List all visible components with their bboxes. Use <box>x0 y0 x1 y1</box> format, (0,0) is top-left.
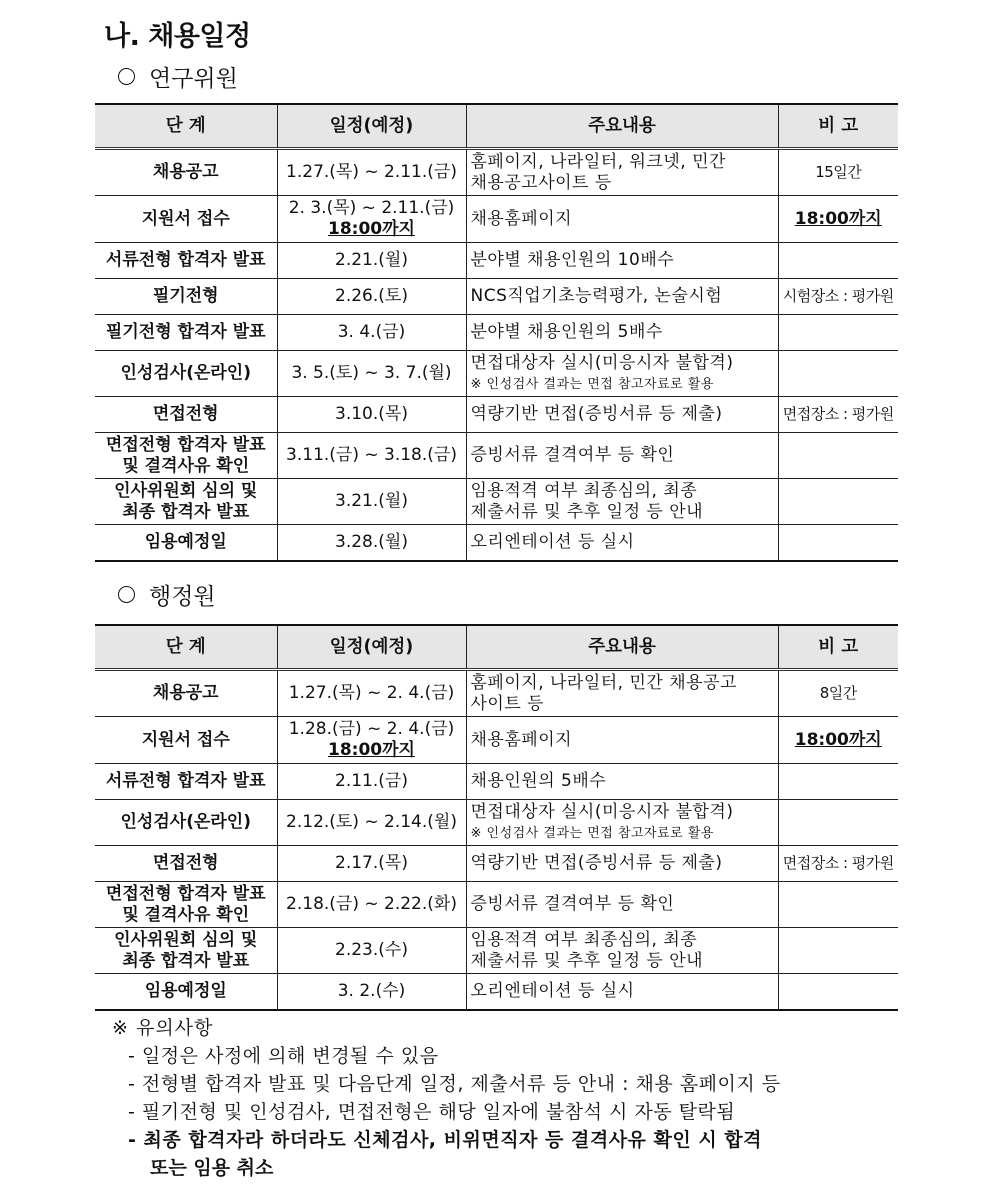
content-cell <box>466 670 778 717</box>
content-cell <box>466 351 778 397</box>
content-text: 증빙서류 결격여부 등 확인 <box>470 894 675 914</box>
content-cell <box>466 149 778 196</box>
column-header-note: 비 고 <box>778 104 898 149</box>
note-text: 8일간 <box>819 684 857 702</box>
table-row <box>95 717 898 764</box>
date-cell <box>277 928 466 974</box>
table-row <box>95 397 898 433</box>
table-row <box>95 882 898 928</box>
table-row <box>95 764 898 800</box>
stage-cell <box>95 351 277 397</box>
stage-cell <box>95 882 277 928</box>
date-cell <box>277 670 466 717</box>
content-remark: ※ 인성검사 결과는 면접 참고자료로 활용 <box>470 376 714 392</box>
column-header-note: 비 고 <box>778 625 898 670</box>
schedule-table-researcher <box>95 103 898 562</box>
date-text: 3.10.(목) <box>335 404 408 424</box>
stage-text: 인성검사(온라인) <box>120 363 251 383</box>
date-text: 2.26.(토) <box>335 286 408 306</box>
stage-text: 및 결격사유 확인 <box>122 904 250 925</box>
deadline-underlined: 18:00까지 <box>328 219 415 239</box>
notes-section <box>112 1014 902 1182</box>
content-text: 분야별 채용인원의 10배수 <box>470 250 675 270</box>
date-cell <box>277 243 466 279</box>
note-cell <box>778 315 898 351</box>
stage-cell <box>95 525 277 561</box>
stage-cell <box>95 149 277 196</box>
date-text: 3. 5.(토) ~ 3. 7.(월) <box>291 363 452 383</box>
notes-continuation: 또는 임용 취소 <box>150 1157 274 1179</box>
date-text: 2.17.(목) <box>335 853 408 873</box>
stage-cell <box>95 315 277 351</box>
notes-list <box>112 1042 902 1154</box>
note-text: 18:00까지 <box>794 729 882 750</box>
section-heading-researcher <box>118 60 238 93</box>
content-text: 채용인원의 5배수 <box>470 771 607 791</box>
stage-text: 임용예정일 <box>144 980 227 1001</box>
content-text: 채용홈페이지 <box>470 208 573 229</box>
note-cell <box>778 279 898 315</box>
date-text: 2.12.(토) ~ 2.14.(월) <box>286 812 457 832</box>
content-cell <box>466 243 778 279</box>
content-text: 임용적격 여부 최종심의, 최종 <box>470 929 698 950</box>
content-cell <box>466 846 778 882</box>
content-text: 면접대상자 실시(미응시자 불합격) <box>470 352 734 373</box>
stage-text: 면접전형 <box>152 404 219 424</box>
note-cell <box>778 479 898 525</box>
stage-cell <box>95 243 277 279</box>
date-text: 2.18.(금) ~ 2.22.(화) <box>286 894 457 914</box>
date-text: 3. 2.(수) <box>337 980 406 1001</box>
note-cell <box>778 351 898 397</box>
column-header-stage: 단 계 <box>95 104 277 149</box>
date-text: 1.27.(목) ~ 2. 4.(금) <box>288 683 455 703</box>
note-text: 면접장소 : 평가원 <box>782 405 894 423</box>
content-text: 역량기반 면접(증빙서류 등 제출) <box>470 404 723 424</box>
note-text: 면접장소 : 평가원 <box>782 854 894 872</box>
section-heading-text: 행정원 <box>149 584 216 610</box>
note-text: 18:00까지 <box>794 208 882 229</box>
table-row <box>95 149 898 196</box>
content-cell <box>466 800 778 846</box>
column-header-date: 일정(예정) <box>277 104 466 149</box>
content-text: 분야별 채용인원의 5배수 <box>470 322 663 342</box>
deadline-underlined: 18:00까지 <box>328 740 415 760</box>
column-header-date: 일정(예정) <box>277 625 466 670</box>
stage-cell <box>95 279 277 315</box>
content-cell <box>466 928 778 974</box>
content-cell <box>466 974 778 1010</box>
content-cell <box>466 279 778 315</box>
content-text: 오리엔테이션 등 실시 <box>470 531 635 552</box>
date-text: 1.27.(목) ~ 2.11.(금) <box>286 162 457 182</box>
date-cell <box>277 315 466 351</box>
date-cell <box>277 397 466 433</box>
stage-cell <box>95 974 277 1010</box>
stage-text: 인성검사(온라인) <box>120 812 251 832</box>
note-cell <box>778 846 898 882</box>
stage-text: 인사위원회 심의 및 <box>114 480 258 501</box>
stage-cell <box>95 670 277 717</box>
deadline-text <box>282 219 462 240</box>
stage-text: 지원서 접수 <box>141 208 230 229</box>
table-row <box>95 670 898 717</box>
page-title: 나. 채용일정 <box>104 21 251 52</box>
column-header-content: 주요내용 <box>466 625 778 670</box>
note-cell <box>778 670 898 717</box>
note-cell <box>778 974 898 1010</box>
table-row <box>95 846 898 882</box>
content-text: 사이트 등 <box>470 693 545 714</box>
content-cell <box>466 479 778 525</box>
content-cell <box>466 717 778 764</box>
note-cell <box>778 800 898 846</box>
date-text: 1.28.(금) ~ 2. 4.(금) <box>288 719 455 739</box>
circle-bullet-icon <box>118 586 135 603</box>
content-text: NCS직업기초능력평가, 논술시험 <box>470 286 723 306</box>
table-row <box>95 800 898 846</box>
stage-text: 최종 합격자 발표 <box>122 501 250 522</box>
stage-cell <box>95 397 277 433</box>
note-cell <box>778 764 898 800</box>
note-cell <box>778 882 898 928</box>
table-row <box>95 928 898 974</box>
date-text: 3.21.(월) <box>335 491 408 511</box>
schedule-table-admin <box>95 624 898 1011</box>
table-row <box>95 279 898 315</box>
note-cell <box>778 196 898 243</box>
section-heading-text: 연구위원 <box>149 66 238 92</box>
content-text: 오리엔테이션 등 실시 <box>470 980 635 1001</box>
notes-item: - 일정은 사정에 의해 변경될 수 있음 <box>128 1045 439 1067</box>
note-cell <box>778 525 898 561</box>
date-text: 2.23.(수) <box>335 940 408 960</box>
date-cell <box>277 846 466 882</box>
stage-text: 면접전형 합격자 발표 <box>105 883 266 904</box>
date-text: 2. 3.(목) ~ 2.11.(금) <box>288 198 455 218</box>
content-text: 홈페이지, 나라일터, 민간 채용공고 <box>470 672 737 693</box>
table-row <box>95 525 898 561</box>
date-cell <box>277 800 466 846</box>
stage-text: 임용예정일 <box>144 531 227 552</box>
circle-bullet-icon <box>118 68 135 85</box>
stage-text: 면접전형 합격자 발표 <box>105 434 266 455</box>
stage-text: 채용공고 <box>152 683 219 703</box>
date-cell <box>277 479 466 525</box>
notes-item: - 최종 합격자라 하더라도 신체검사, 비위면직자 등 결격사유 확인 시 합격 <box>128 1129 763 1151</box>
stage-cell <box>95 196 277 243</box>
stage-text: 인사위원회 심의 및 <box>114 929 258 950</box>
date-cell <box>277 433 466 479</box>
content-cell <box>466 397 778 433</box>
notes-item: - 필기전형 및 인성검사, 면접전형은 해당 일자에 불참석 시 자동 탈락됨 <box>128 1101 736 1123</box>
note-cell <box>778 149 898 196</box>
stage-cell <box>95 800 277 846</box>
stage-cell <box>95 479 277 525</box>
date-text: 2.21.(월) <box>335 250 408 270</box>
note-text: 15일간 <box>815 163 862 181</box>
date-cell <box>277 196 466 243</box>
content-text: 홈페이지, 나라일터, 워크넷, 민간 <box>470 151 726 172</box>
stage-cell <box>95 433 277 479</box>
stage-cell <box>95 928 277 974</box>
content-cell <box>466 882 778 928</box>
date-text: 3.11.(금) ~ 3.18.(금) <box>286 445 457 465</box>
column-header-stage: 단 계 <box>95 625 277 670</box>
date-cell <box>277 974 466 1010</box>
note-text: 시험장소 : 평가원 <box>782 287 894 305</box>
stage-text: 및 결격사유 확인 <box>122 455 250 476</box>
table-row <box>95 315 898 351</box>
stage-text: 서류전형 합격자 발표 <box>105 771 266 791</box>
section-heading-admin <box>118 578 216 611</box>
note-cell <box>778 433 898 479</box>
content-text: 제출서류 및 추후 일정 등 안내 <box>470 950 704 971</box>
content-text: 임용적격 여부 최종심의, 최종 <box>470 480 698 501</box>
table-row <box>95 243 898 279</box>
stage-cell <box>95 846 277 882</box>
table-row <box>95 479 898 525</box>
content-text: 면접대상자 실시(미응시자 불합격) <box>470 801 734 822</box>
table-row <box>95 433 898 479</box>
date-cell <box>277 717 466 764</box>
note-cell <box>778 928 898 974</box>
stage-text: 필기전형 <box>152 286 219 306</box>
stage-text: 서류전형 합격자 발표 <box>105 250 266 270</box>
date-cell <box>277 764 466 800</box>
deadline-text <box>282 740 462 761</box>
note-cell <box>778 717 898 764</box>
content-cell <box>466 315 778 351</box>
table-header-row <box>95 104 898 149</box>
stage-text: 필기전형 합격자 발표 <box>105 322 266 342</box>
date-text: 3. 4.(금) <box>337 322 406 342</box>
content-text: 역량기반 면접(증빙서류 등 제출) <box>470 853 723 873</box>
date-cell <box>277 149 466 196</box>
date-cell <box>277 525 466 561</box>
table-header-row <box>95 625 898 670</box>
date-text: 3.28.(월) <box>335 531 408 552</box>
content-cell <box>466 764 778 800</box>
table-body <box>95 670 898 1010</box>
date-cell <box>277 351 466 397</box>
stage-text: 면접전형 <box>152 853 219 873</box>
content-text: 제출서류 및 추후 일정 등 안내 <box>470 501 704 522</box>
stage-text: 최종 합격자 발표 <box>122 950 250 971</box>
stage-cell <box>95 717 277 764</box>
stage-cell <box>95 764 277 800</box>
notes-heading: ※ 유의사항 <box>112 1017 214 1039</box>
content-text: 증빙서류 결격여부 등 확인 <box>470 445 675 465</box>
table-row <box>95 196 898 243</box>
column-header-content: 주요내용 <box>466 104 778 149</box>
content-cell <box>466 433 778 479</box>
content-text: 채용홈페이지 <box>470 729 573 750</box>
table-body <box>95 149 898 561</box>
stage-text: 지원서 접수 <box>141 729 230 750</box>
note-cell <box>778 397 898 433</box>
date-text: 2.11.(금) <box>335 771 408 791</box>
table-row <box>95 351 898 397</box>
table-row <box>95 974 898 1010</box>
content-cell <box>466 525 778 561</box>
date-cell <box>277 279 466 315</box>
content-text: 채용공고사이트 등 <box>470 172 612 193</box>
note-cell <box>778 243 898 279</box>
notes-item: - 전형별 합격자 발표 및 다음단계 일정, 제출서류 등 안내 : 채용 홈페이지 등 <box>128 1073 781 1095</box>
date-cell <box>277 882 466 928</box>
stage-text: 채용공고 <box>152 162 219 182</box>
content-remark: ※ 인성검사 결과는 면접 참고자료로 활용 <box>470 825 714 841</box>
content-cell <box>466 196 778 243</box>
